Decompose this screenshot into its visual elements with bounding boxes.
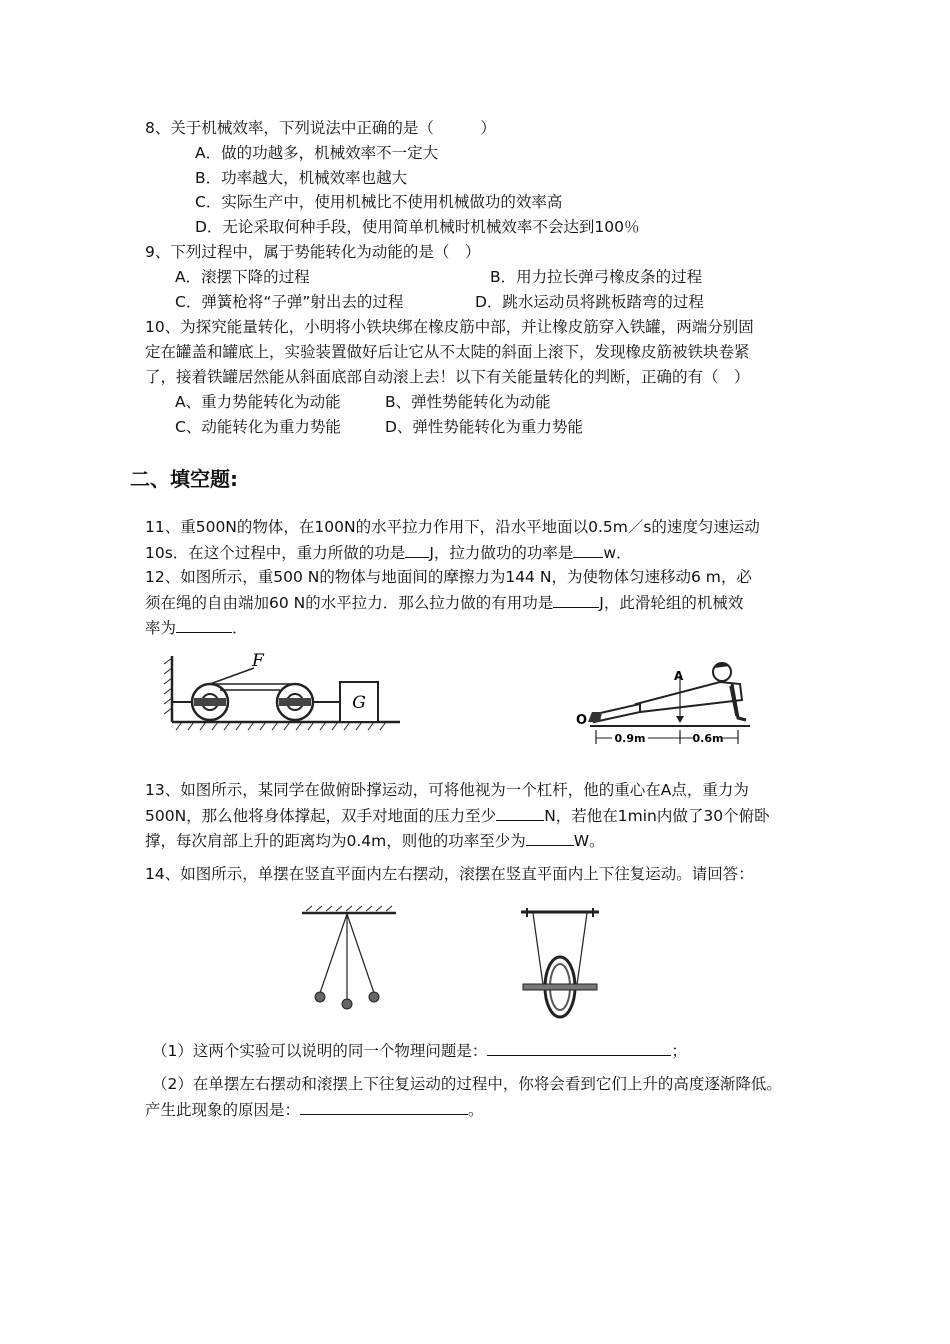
q11-blank-power[interactable]: [573, 541, 603, 558]
q12-text-d: ．: [232, 619, 248, 637]
q14-sub2-line1: （2）在单摆左右摆动和滚摆上下往复运动的过程中，你将会看到它们上升的高度逐渐降低。: [152, 1075, 782, 1093]
q14-stem: 14、如图所示，单摆在竖直平面内左右摆动，滚摆在竖直平面内上下往复运动。请回答：: [145, 865, 754, 883]
q14-blank-1[interactable]: [487, 1039, 671, 1056]
q12-line1: 12、如图所示，重500 N的物体与地面间的摩擦力为144 N，为使物体匀速移动6 m，必: [145, 568, 752, 586]
pivot-o-label: O: [576, 713, 588, 728]
q11-line2: [145, 541, 632, 564]
block-g-label: G: [352, 693, 366, 713]
section-title: 二、填空题:: [130, 467, 238, 491]
q11-blank-work[interactable]: [405, 541, 429, 558]
q8-option-c: C．实际生产中，使用机械比不使用机械做功的效率高: [195, 193, 563, 211]
q13-blank-power[interactable]: [526, 829, 574, 846]
q14-sub1: [152, 1039, 687, 1062]
q8-option-d: D．无论采取何种手段，使用简单机械时机械效率不会达到100％: [195, 218, 640, 236]
q10-line3: 了，接着铁罐居然能从斜面底部自动滚上去！以下有关能量转化的判断，正确的有（ ）: [145, 368, 750, 386]
q10-option-c: C、动能转化为重力势能: [175, 418, 341, 436]
q10-option-b: B、弹性势能转化为动能: [385, 393, 551, 411]
point-a-label: A: [674, 669, 684, 683]
q9-option-c: C．弹簧枪将“子弹”射出去的过程: [175, 293, 404, 311]
q14-sub1-text: （1）这两个实验可以说明的同一个物理问题是：: [152, 1042, 488, 1060]
q10-option-a: A、重力势能转化为动能: [175, 393, 341, 411]
bob-center-icon: [342, 999, 352, 1009]
q12-line2: [145, 591, 743, 614]
dist-label-1: 0.9m: [614, 732, 646, 745]
q13-line3: [145, 829, 605, 852]
q8-option-b: B．功率越大，机械效率也越大: [195, 169, 408, 187]
pendulum-figure: [300, 905, 400, 1010]
q12-blank-useful-work[interactable]: [553, 591, 599, 608]
q13-text-c: 撑，每次肩部上升的距离均为0.4m，则他的功率至少为: [145, 832, 526, 850]
q9-option-a: A．滚摆下降的过程: [175, 268, 310, 286]
q12-text-b: J，此滑轮组的机械效: [599, 594, 744, 612]
q8-option-a: A．做的功越多，机械效率不一定大: [195, 144, 439, 162]
q13-line1: 13、如图所示，某同学在做俯卧撑运动，可将他视为一个杠杆，他的重心在A点，重力为: [145, 781, 749, 799]
bob-right-icon: [369, 992, 379, 1002]
q13-blank-force[interactable]: [496, 804, 544, 821]
pushup-figure: [570, 660, 770, 750]
q11-line1: 11、重500N的物体，在100N的水平拉力作用下，沿水平地面以0.5m／s的速度匀速运动: [145, 518, 760, 536]
q9-option-d: D．跳水运动员将跳板踏弯的过程: [475, 293, 704, 311]
q8-stem: 8、关于机械效率，下列说法中正确的是（ ）: [145, 119, 496, 137]
q13-text-a: 500N，那么他将身体撑起，双手对地面的压力至少: [145, 807, 497, 825]
q12-text-a: 须在绳的自由端加60 N的水平拉力．那么拉力做的有用功是: [145, 594, 554, 612]
q10-line2: 定在罐盖和罐底上，实验装置做好后让它从不太陡的斜面上滚下，发现橡皮筋被铁块卷紧: [145, 343, 750, 361]
q13-line2: [145, 804, 770, 827]
force-label: F: [252, 651, 264, 671]
dist-label-2: 0.6m: [692, 732, 724, 745]
pulley-system-figure: [160, 650, 405, 732]
q12-text-c: 率为: [145, 619, 177, 637]
q14-sub2-line2: [145, 1098, 484, 1121]
q14-sub2-text: 产生此现象的原因是：: [145, 1101, 301, 1119]
q10-option-d: D、弹性势能转化为重力势能: [385, 418, 583, 436]
q9-option-b: B．用力拉长弹弓橡皮条的过程: [490, 268, 703, 286]
q11-text-b: J，拉力做功的功率是: [429, 544, 574, 562]
q9-stem: 9、下列过程中，属于势能转化为动能的是（ ）: [145, 243, 481, 261]
q12-blank-efficiency[interactable]: [176, 616, 232, 633]
q13-text-d: W。: [573, 832, 605, 850]
q13-text-b: N，若他在1min内做了30个俯卧: [544, 807, 770, 825]
bob-left-icon: [315, 992, 325, 1002]
q14-sub1-end: ；: [671, 1042, 687, 1060]
q11-text-c: w．: [603, 544, 632, 562]
q14-sub2-end: 。: [468, 1101, 484, 1119]
q14-blank-2[interactable]: [300, 1098, 468, 1115]
maxwell-wheel-figure: [515, 905, 605, 1025]
q12-line3: [145, 616, 248, 639]
q11-text-a: 10s．在这个过程中，重力所做的功是: [145, 544, 406, 562]
q10-line1: 10、为探究能量转化，小明将小铁块绑在橡皮筋中部，并让橡皮筋穿入铁罐，两端分别固: [145, 318, 754, 336]
